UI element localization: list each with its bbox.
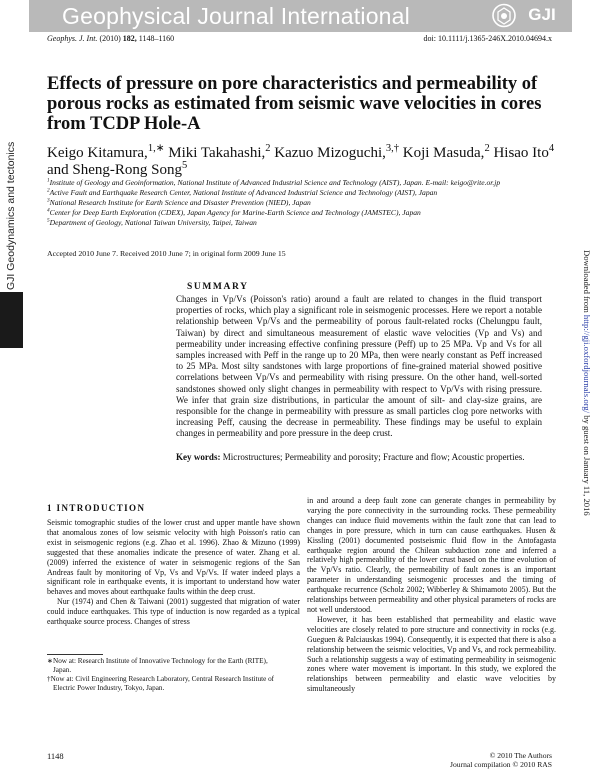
author-affiliation-mark: 1,∗ xyxy=(147,143,165,154)
paragraph: Seismic tomographic studies of the lower crust and upper mantle have shown that anomalous zones of low seismic velocity with high Poisson's ratio can exist in seismogenic regions (e.g. Zhao et al. 1996). Zhao & Mizuno (1999) suggested that these anomalies indicate the presence of water. Zhang et al. (2009) inferred the existence of water in seismogenic regions of the San Andreas fault by monitoring of Vp, Vs and Vp/Vs. If water indeed plays a significant role in earthquake events, it is important to understand how water behaves and moves about earthquake faults within the deep crust. xyxy=(47,518,300,597)
accepted-line: Accepted 2010 June 7. Received 2010 June 7; in original form 2009 June 15 xyxy=(47,249,286,258)
author-affiliation-mark: 2 xyxy=(484,143,490,154)
summary-heading: SUMMARY xyxy=(187,282,249,292)
journal-name: Geophysical Journal International xyxy=(62,3,410,29)
footnote-item: †Now at: Civil Engineering Research Laboratory, Central Research Institute of Electric Power Industry, Tokyo, Japan. xyxy=(47,675,275,692)
author-list xyxy=(47,145,557,179)
footnote-item: ∗Now at: Research Institute of Innovative Technology for the Earth (RITE), Japan. xyxy=(47,657,268,674)
affiliation-item: $^4$Center for Deep Earth Exploration (CDEX), Japan Agency for Marine-Earth Science and Technology (JAMSTEC), Japan xyxy=(47,207,421,217)
copyright xyxy=(450,751,552,769)
introduction-left-column xyxy=(47,518,300,627)
copyright-authors: © 2010 The Authors xyxy=(489,751,552,760)
affiliation-item: $^3$National Research Institute for Earth Science and Disaster Prevention (NIED), Japan xyxy=(47,197,311,207)
affiliation-item: $^5$Department of Geology, National Taiwan University, Taipei, Taiwan xyxy=(47,217,257,227)
affiliation-item: $^2$Active Fault and Earthquake Research Center, National Institute of Advanced Industrial Science and Technology (AIST), Japan xyxy=(47,187,438,197)
copyright-compilation: Journal compilation © 2010 RAS xyxy=(450,760,552,769)
crest-icon xyxy=(491,2,517,29)
keywords-label: Key words: xyxy=(176,452,221,462)
author-name: Miki Takahashi, xyxy=(164,145,266,161)
author-name: Hisao Ito xyxy=(489,145,549,161)
keywords-text: Microstructures; Permeability and porosity; Fracture and flow; Acoustic properties. xyxy=(222,452,525,462)
paragraph: However, it has been established that permeability and elastic wave velocities are closely related to pore structure and connectivity in rocks (e.g. Gueguen & Palciauskas 1994). Consequently, it is expected that there is also a relationship between the seismic velocities, Vp and Vs, and rock permeability. Such a relationship suggests a way of estimating permeability in seismogenic zones where water movement is important. In this study, we explored the relationships between permeability and elastic wave velocities by simultaneously xyxy=(307,614,556,694)
author-affiliation-mark: 2 xyxy=(265,143,271,154)
citation-line: Geophys. J. Int. (2010) 182, 1148–1160 xyxy=(47,34,175,43)
journal-logo: GJI xyxy=(528,5,556,24)
author-name: Koji Masuda, xyxy=(399,145,485,161)
section-tab-marker xyxy=(0,292,23,348)
author-name: Keigo Kitamura, xyxy=(47,145,148,161)
download-note: Downloaded from http://gji.oxfordjournals.org/ by guest on January 11, 2016 xyxy=(582,250,592,516)
footnotes xyxy=(47,657,287,693)
summary-text: Changes in Vp/Vs (Poisson's ratio) around a fault are related to changes in the fluid transport properties of rocks, which play a significant role in seismogenic processes. Here we report a notable relationship between Vp/Vs and the permeability of porous fault-related rocks (Chelungpu fault, Taiwan) by direct and simultaneous measurement of elastic wave velocities (Vp and Vs) and permeability under increasing effective confining pressure (Peff) up to 25 MPa. Vp and Vs for all samples increased with Peff in the range up to 20 MPa, then were nearly constant as Peff increased to 25 MPa. Most silty sandstones with large proportions of fine-grained material showed positive correlations between Vp/Vs and permeability with rising pressure. On the other hand, well-sorted sandstones showed only slight changes in permeability with respect to Vp/Vs with rising pressure. We infer that grain size distributions, in particular the amount of silt- and clay-size grains, are responsible for the change in permeability with pressure as small particles clog pore networks with increasing Peff, causing the decrease in permeability. These findings may be useful to explain changes in permeability and pore pressure in the deep crust. xyxy=(176,294,542,439)
footnote-divider xyxy=(47,654,103,655)
author-name: Kazuo Mizoguchi, xyxy=(270,145,386,161)
author-affiliation-mark: 4 xyxy=(548,143,555,154)
affiliation-item: $^1$Institute of Geology and Geoinformation, National Institute of Advanced Industrial Science and Technology (AIST), Japan. E-mail: keigo@rite.or.jp xyxy=(47,177,501,187)
author-affiliation-mark: 5 xyxy=(182,160,188,171)
download-link[interactable]: http://gji.oxfordjournals.org/ xyxy=(582,314,592,414)
keywords xyxy=(176,452,542,463)
affiliation-list xyxy=(47,178,567,228)
introduction-right-column xyxy=(307,496,556,694)
page-number: 1148 xyxy=(47,751,64,761)
introduction-heading: 1 INTRODUCTION xyxy=(47,503,146,513)
article-title: Effects of pressure on pore characteristics and permeability of porous rocks as estimated from seismic wave velocities in cores from TCDP Hole-A xyxy=(47,74,542,134)
author-name: and Sheng-Rong Song xyxy=(47,162,182,178)
doi-line: doi: 10.1111/j.1365-246X.2010.04694.x xyxy=(423,34,552,43)
paragraph: in and around a deep fault zone can generate changes in permeability by varying the pore connectivity in the surrounding rocks. These permeability changes can induce fluid movements within the fault zone that can lead to changes in pore pressure, which in turn can cause earthquakes. Husen & Kissling (2001) documented postseismic fluid flow in the Antofagasta earthquake region around the Chilean subduction zone and inferred a relatively high permeability of the lower crust based on the time evolution of the Vp/Vs ratio. Clearly, the permeability of fault zones is an important parameter in understanding seismogenic processes and the timing of earthquake recurrence (Scholz 2002; Wibberley & Shimamoto 2005). But the relationships between permeability and other physical parameters of rocks are not well understood. xyxy=(307,496,556,614)
section-label: GJI Geodynamics and tectonics xyxy=(5,141,17,290)
author-affiliation-mark: 3,† xyxy=(385,143,400,154)
paragraph: Nur (1974) and Chen & Taiwani (2001) suggested that migration of water could induce earthquakes. This type of induction is now regarded as a typical earthquake source process. Changes of stress xyxy=(47,597,300,627)
